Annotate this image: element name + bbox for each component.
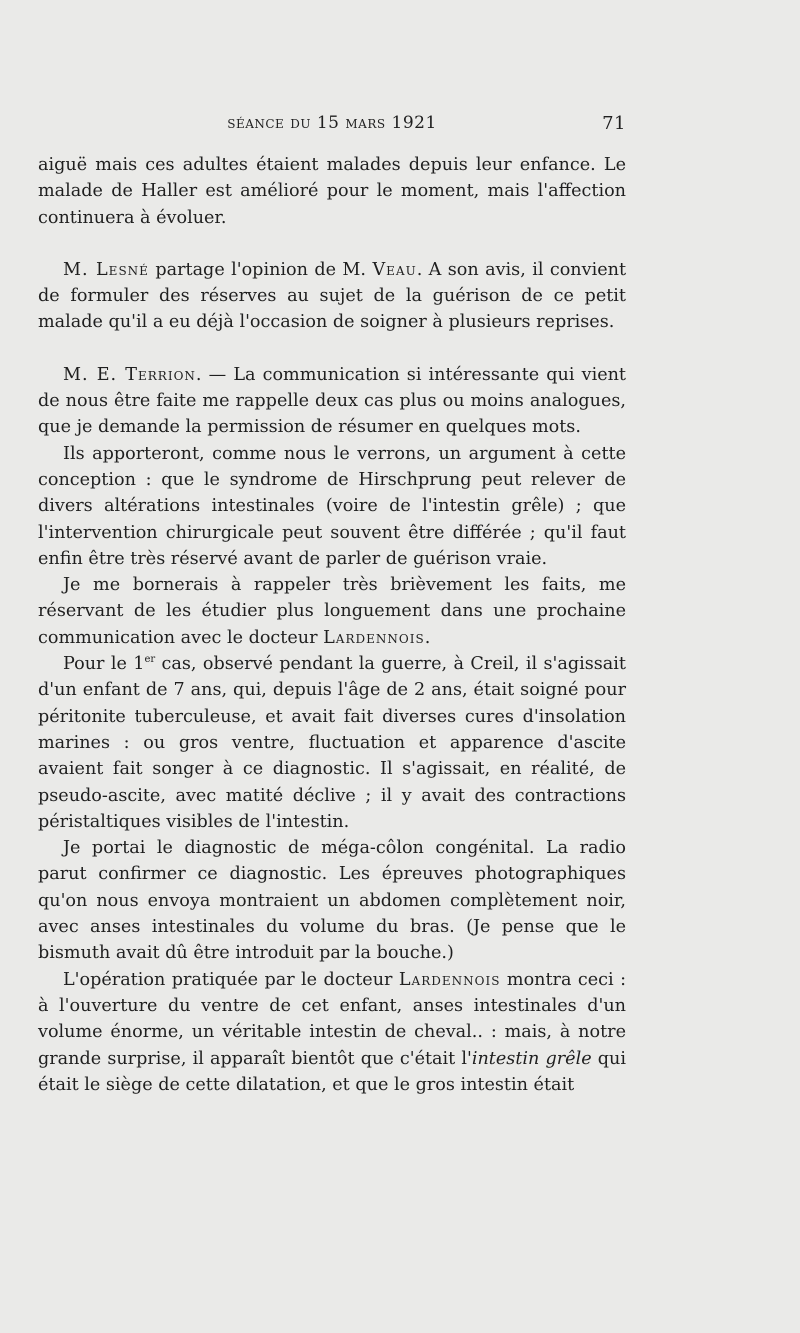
paragraph-text: partage l'opinion de M. — [148, 259, 373, 280]
paragraph-terrion — [38, 362, 626, 441]
page-number: 71 — [602, 113, 626, 134]
paragraph-argument: Ils apporteront, comme nous le verrons, un argument à cette conception : que le syndrome de Hirschprung peut relever de divers altérations intestinales (voire de l'intestin grêle) ; que l'intervention chirurgicale peut souvent être différée ; qu'il faut enfin être très réservé avant de parler de guérison vraie. — [38, 443, 626, 569]
paragraph-diagnostic: Je portai le diagnostic de méga-côlon congénital. La radio parut confirmer ce diagnostic. Les épreuves photographiques qu'on nous envoya montraient un abdomen complètement noir, avec anses intestinales du volume du bras. (Je pense que le bismuth avait dû être introduit par la bouche.) — [38, 838, 626, 964]
ordinal-superscript: er — [144, 654, 156, 666]
paragraph-text: Pour le 1 — [63, 654, 145, 675]
paragraph-text: qui était le siège de cette dilatation, et que le gros intestin était — [38, 1048, 626, 1095]
paragraph-text: . — La communication si intéressante qui vient de nous être faite me rappelle deux cas plus ou moins analogues, que je demande la permission de résumer en quelques mots. — [38, 364, 627, 438]
person-name: Lardennois — [323, 627, 425, 648]
speaker-name: M. Lesné — [63, 259, 149, 280]
emphasis-text: intestin grêle — [471, 1048, 592, 1069]
paragraph-text: L'opération pratiquée par le docteur — [63, 969, 399, 990]
speaker-name: M. E. Terrion — [63, 364, 196, 385]
running-head — [38, 113, 626, 141]
person-name: Veau — [372, 259, 417, 280]
paragraph-text: . — [424, 627, 431, 648]
paragraph-text: . A son avis, il convient de formuler des réserves au sujet de la guérison de ce petit malade qu'il a eu déjà l'occasion de soigner à plusieurs reprises. — [38, 259, 627, 333]
running-head-title: séance du 15 mars 1921 — [227, 113, 437, 133]
paragraph-operation — [38, 967, 626, 1098]
paragraph-continuation: aiguë mais ces adultes étaient malades depuis leur enfance. Le malade de Haller est amélioré pour le moment, mais l'affection continuera à évoluer. — [38, 155, 626, 228]
body-text — [38, 152, 626, 1098]
paragraph-text: cas, observé pendant la guerre, à Creil, il s'agissait d'un enfant de 7 ans, qui, depuis l'âge de 2 ans, était soigné pour péritonite tuberculeuse, et avait fait diverses cures d'insolation marines : ou gros ventre, fluctuation et apparence d'ascite avaient fait songer à ce diagnostic. Il s'agissait, en réalité, de pseudo-ascite, avec matité déclive ; il y avait des contractions péristaltiques visibles de l'intestin. — [38, 654, 626, 832]
paragraph-bornerais — [38, 572, 626, 651]
paragraph-lesne — [38, 257, 626, 336]
paragraph-text: Je me bornerais à rappeler très brièvement les faits, me réservant de les étudier plus longuement dans une prochaine communication avec le docteur — [38, 575, 626, 648]
person-name: Lardennois — [398, 969, 501, 990]
paragraph-text: montra ceci : à l'ouverture du ventre de cet enfant, anses intestinales d'un volume énorme, un véritable intestin de cheval.. : mais, à notre grande surprise, il apparaît bientôt que c'était l' — [38, 969, 626, 1069]
paragraph-first-case — [38, 651, 626, 835]
